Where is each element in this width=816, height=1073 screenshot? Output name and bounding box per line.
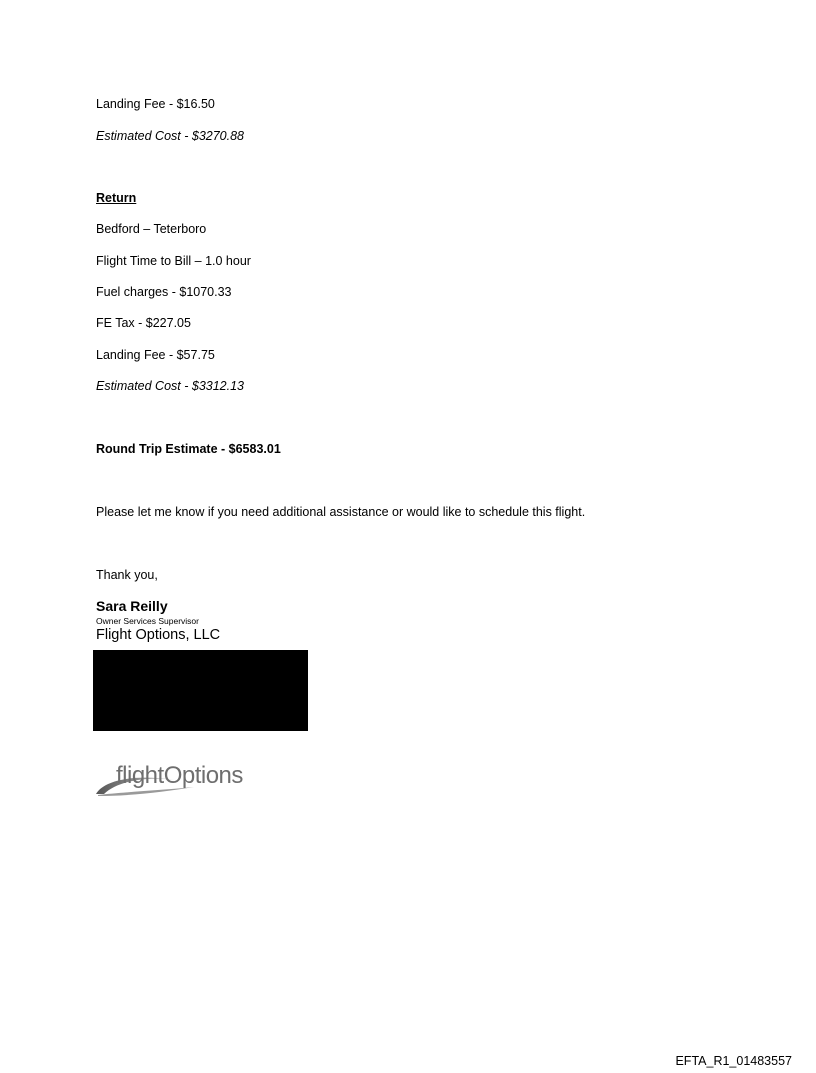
- return-route: Bedford – Teterboro: [96, 222, 207, 236]
- return-heading: Return: [96, 191, 137, 205]
- signature-name: Sara Reilly: [96, 598, 168, 614]
- outbound-estimated-cost: Estimated Cost - $3270.88: [96, 129, 244, 143]
- return-landing-fee: Landing Fee - $57.75: [96, 348, 215, 362]
- flight-options-logo-icon: [94, 754, 254, 800]
- closing-message: Please let me know if you need additional assistance or would like to schedule this flight.: [96, 505, 586, 519]
- document-id: EFTA_R1_01483557: [675, 1054, 792, 1068]
- sign-off: Thank you,: [96, 568, 158, 582]
- outbound-landing-fee: Landing Fee - $16.50: [96, 97, 215, 111]
- signature-title: Owner Services Supervisor: [96, 616, 199, 626]
- svg-text:flightOptions: flightOptions: [116, 762, 243, 789]
- redaction-box: [93, 650, 308, 731]
- return-fuel-charges: Fuel charges - $1070.33: [96, 285, 232, 299]
- signature-company: Flight Options, LLC: [96, 627, 221, 643]
- return-flight-time: Flight Time to Bill – 1.0 hour: [96, 254, 251, 268]
- return-estimated-cost: Estimated Cost - $3312.13: [96, 379, 244, 393]
- round-trip-estimate: Round Trip Estimate - $6583.01: [96, 442, 281, 456]
- return-fe-tax: FE Tax - $227.05: [96, 316, 191, 330]
